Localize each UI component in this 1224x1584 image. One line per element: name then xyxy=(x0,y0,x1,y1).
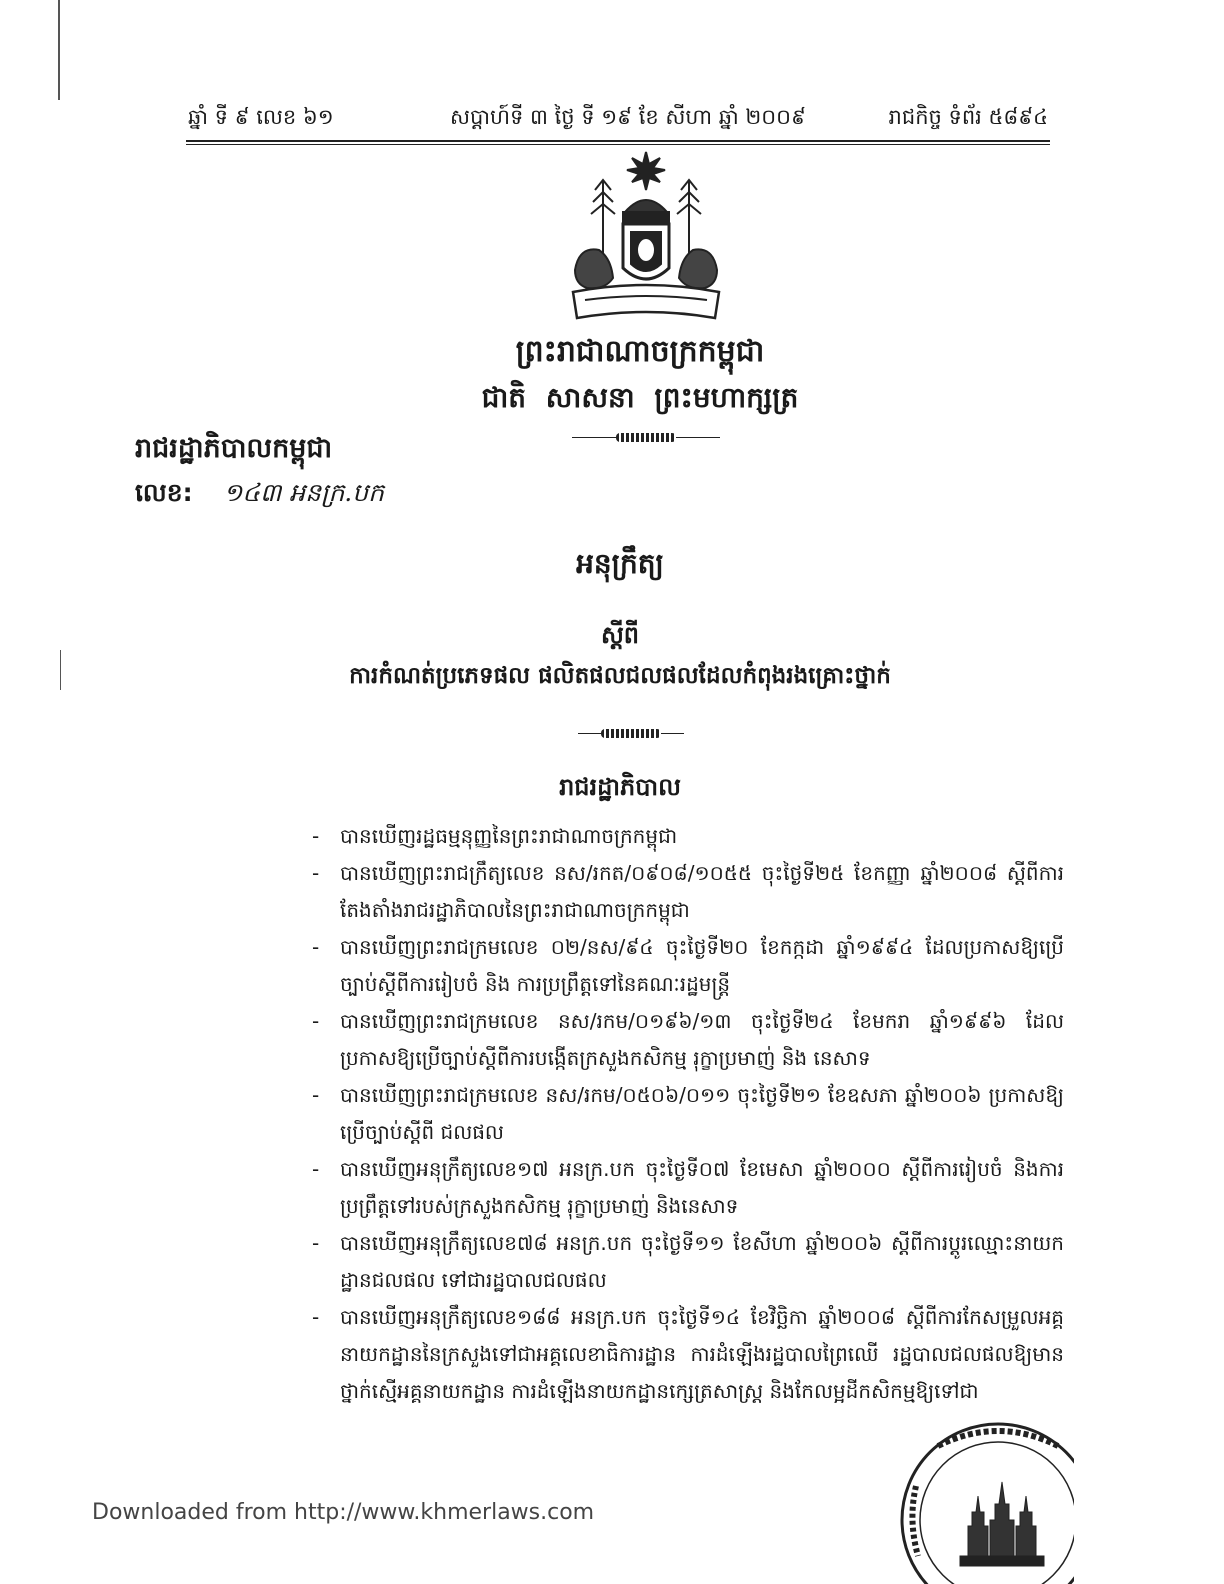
ornamental-divider xyxy=(578,728,684,738)
preamble-clause: - បានឃើញព្រះរាជក្រមលេខ នស/រកម/០១៩៦/១៣ ចុះថ្ងៃទី២៤ ខែមករា ឆ្នាំ១៩៩៦ ដែលប្រកាសឱ្យប្រើច្បាប់ស្តីពីការបង្កើតក្រសួងកសិកម្ម រុក្ខាប្រមាញ់ និង នេសាទ xyxy=(312,1003,1064,1077)
about-label: ស្តីពី xyxy=(600,621,640,649)
preamble-clause: - បានឃើញព្រះរាជក្រមលេខ នស/រកម/០៥០៦/០១១ ចុះថ្ងៃទី២១ ខែឧសភា ឆ្នាំ២០០៦ ប្រកាសឱ្យប្រើច្បាប់ស្តីពី ជលផល xyxy=(312,1077,1064,1151)
header-rule xyxy=(186,140,1050,145)
header-issue: ឆ្នាំ ទី ៩ លេខ ៦១ xyxy=(188,105,334,129)
scan-artifact-line xyxy=(58,0,60,100)
royal-coat-of-arms-emblem xyxy=(565,150,727,322)
preamble-clause: - បានឃើញរដ្ឋធម្មនុញ្ញនៃព្រះរាជាណាចក្រកម្ពុជា xyxy=(312,818,1064,855)
preamble-clause: - បានឃើញព្រះរាជក្រឹត្យលេខ នស/រកត/០៩០៨/១០៥៥ ចុះថ្ងៃទី២៥ ខែកញ្ញា ឆ្នាំ២០០៨ ស្តីពីការតែងតាំងរាជរដ្ឋាភិបាលនៃព្រះរាជាណាចក្រកម្ពុជា xyxy=(312,855,1064,929)
document-type-heading: អនុក្រឹត្យ xyxy=(576,547,664,580)
preamble-clause: - បានឃើញព្រះរាជក្រមលេខ ០២/នស/៩៤ ចុះថ្ងៃទី២០ ខែកក្កដា ឆ្នាំ១៩៩៤ ដែលប្រកាសឱ្យប្រើច្បាប់ស្តីពីការរៀបចំ និង ការប្រព្រឹត្តទៅនៃគណៈរដ្ឋមន្ត្រី xyxy=(312,929,1064,1003)
header-date: សប្តាហ៍ទី ៣ ថ្ងៃ ទី ១៩ ខែ សីហា ឆ្នាំ ២០០៩ xyxy=(450,105,806,129)
authority-heading: រាជរដ្ឋាភិបាល xyxy=(559,773,681,801)
download-source-footer: Downloaded from http://www.khmerlaws.com xyxy=(92,1500,595,1525)
national-motto: ជាតិ សាសនា ព្រះមហាក្សត្រ xyxy=(481,381,799,414)
decree-number-label: លេខ: xyxy=(135,478,193,507)
ornamental-divider xyxy=(572,432,720,442)
decree-number xyxy=(135,478,384,514)
kingdom-title: ព្រះរាជាណាចក្រកម្ពុជា xyxy=(515,334,765,369)
gazette-header xyxy=(188,100,1048,134)
preamble-clause: - បានឃើញអនុក្រឹត្យលេខ១៨៨ អនក្រ.បក ចុះថ្ងៃទី១៤ ខែវិច្ឆិកា ឆ្នាំ២០០៨ ស្តីពីការកែសម្រួលអគ្គនាយកដ្ឋាននៃក្រសួងទៅជាអគ្គលេខាធិការដ្ឋាន ការដំឡើងរដ្ឋបាលព្រៃឈើ រដ្ឋបាលជលផលឱ្យមានថ្នាក់ស្មើអគ្គនាយកដ្ឋាន ការដំឡើងនាយកដ្ឋានក្សេត្រសាស្ត្រ និងកែលម្អដីកសិកម្មឱ្យទៅជា xyxy=(312,1299,1064,1410)
issuing-government: រាជរដ្ឋាភិបាលកម្ពុជា xyxy=(135,433,333,464)
preamble-clauses-list xyxy=(312,818,1064,1410)
preamble-clause: - បានឃើញអនុក្រឹត្យលេខ១៧ អនក្រ.បក ចុះថ្ងៃទី០៧ ខែមេសា ឆ្នាំ២០០០ ស្តីពីការរៀបចំ និងការប្រព្រឹត្តទៅរបស់ក្រសួងកសិកម្ម រុក្ខាប្រមាញ់ និងនេសាទ xyxy=(312,1151,1064,1225)
preamble-clause: - បានឃើញអនុក្រឹត្យលេខ៧៨ អនក្រ.បក ចុះថ្ងៃទី១១ ខែសីហា ឆ្នាំ២០០៦ ស្តីពីការប្តូរឈ្មោះនាយកដ្ឋានជលផល ទៅជារដ្ឋបាលជលផល xyxy=(312,1225,1064,1299)
scan-artifact-line xyxy=(60,650,61,690)
decree-number-value: ១៤៣ អនក្រ.បក xyxy=(223,478,384,507)
official-seal-stamp xyxy=(898,1416,1074,1584)
header-page: រាជកិច្ច ទំព័រ ៥៨៩៤ xyxy=(888,105,1048,129)
document-subject: ការកំណត់ប្រភេទផល ផលិតផលជលផលដែលកំពុងរងគ្រោះថ្នាក់ xyxy=(349,663,891,689)
